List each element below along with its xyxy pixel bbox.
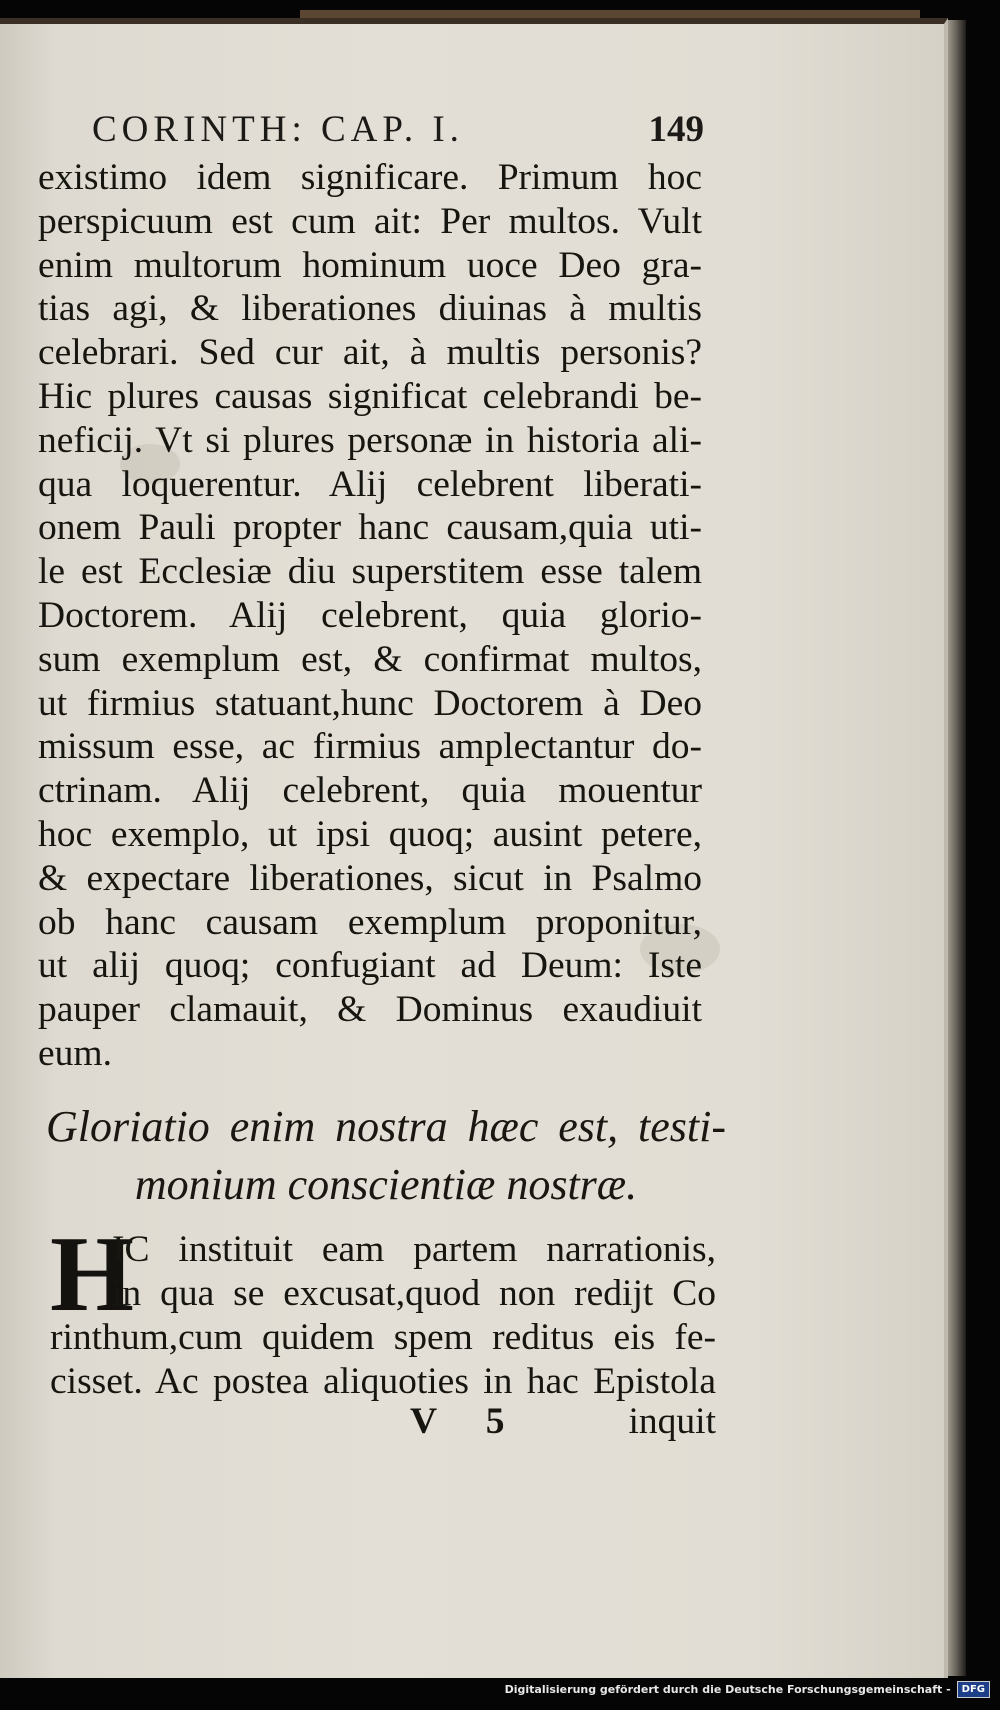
digitization-note: Digitalisierung gefördert durch die Deutsche Forschungsgemeinschaft - <box>504 1682 951 1696</box>
text-line: & expectare liberationes, sicut in Psalmo <box>38 857 702 899</box>
text-line: missum esse, ac firmius amplectantur do- <box>38 726 702 768</box>
signature-mark: V 5 <box>410 1401 525 1442</box>
text-line: celebrari. Sed cur ait, à multis personis? <box>38 332 702 374</box>
text-line: ctrinam. Alij celebrent, quia mouentur <box>38 770 702 812</box>
text-line: enim multorum hominum uoce Deo gra- <box>38 244 702 286</box>
text-line: sum exemplum est, & confirmat multos, <box>38 638 702 680</box>
drop-cap: H <box>50 1215 135 1334</box>
text-line: Doctorem. Alij celebrent, quia glorio- <box>38 594 702 636</box>
text-line: perspicuum est cum ait: Per multos. Vult <box>38 200 702 242</box>
commentary-line: in qua se excusat,quod non redijt Co <box>112 1273 716 1314</box>
text-line: hoc exemplo, ut ipsi quoq; ausint petere, <box>38 813 702 855</box>
page-footer <box>50 1400 716 1444</box>
text-line: tias agi, & liberationes diuinas à multis <box>38 288 702 330</box>
commentary-text <box>50 1215 716 1404</box>
text-line: neficij. Vt si plures personæ in historia ali- <box>38 419 702 461</box>
commentary-line: rinthum,cum quidem spem reditus eis fe- <box>50 1317 716 1358</box>
text-line: eum. <box>38 1032 112 1074</box>
verse-line: monium conscientiæ nostræ. <box>134 1160 638 1209</box>
text-line: onem Pauli propter hanc causam,quia uti- <box>38 507 702 549</box>
text-line: qua loquerentur. Alij celebrent liberati- <box>38 463 702 505</box>
digitization-credit <box>505 1678 990 1700</box>
text-line: existimo idem significare. Primum hoc <box>38 157 702 198</box>
page-number: 149 <box>648 109 704 150</box>
scripture-verse <box>46 1098 726 1214</box>
page-edge-shadow <box>948 20 966 1676</box>
catchword: inquit <box>628 1401 716 1442</box>
running-head-title: CORINTH: CAP. I. <box>92 109 464 150</box>
dfg-logo-icon: DFG <box>957 1681 990 1698</box>
body-text <box>38 156 702 1076</box>
commentary-line: cisset. Ac postea aliquoties in hac Epistola <box>50 1361 716 1402</box>
text-line: le est Ecclesiæ diu superstitem esse talem <box>38 551 702 593</box>
text-line: Hic plures causas significat celebrandi be- <box>38 375 702 417</box>
text-line: pauper clamauit, & Dominus exaudiuit <box>38 989 702 1031</box>
commentary-line: IC instituit eam partem narrationis, <box>112 1229 716 1270</box>
verse-line: Gloriatio enim nostra hæc est, testi- <box>46 1102 726 1151</box>
running-head <box>92 108 704 158</box>
text-line: ob hanc causam exemplum proponitur, <box>38 901 702 943</box>
text-line: ut alij quoq; confugiant ad Deum: Iste <box>38 945 702 987</box>
text-line: ut firmius statuant,hunc Doctorem à Deo <box>38 682 702 724</box>
